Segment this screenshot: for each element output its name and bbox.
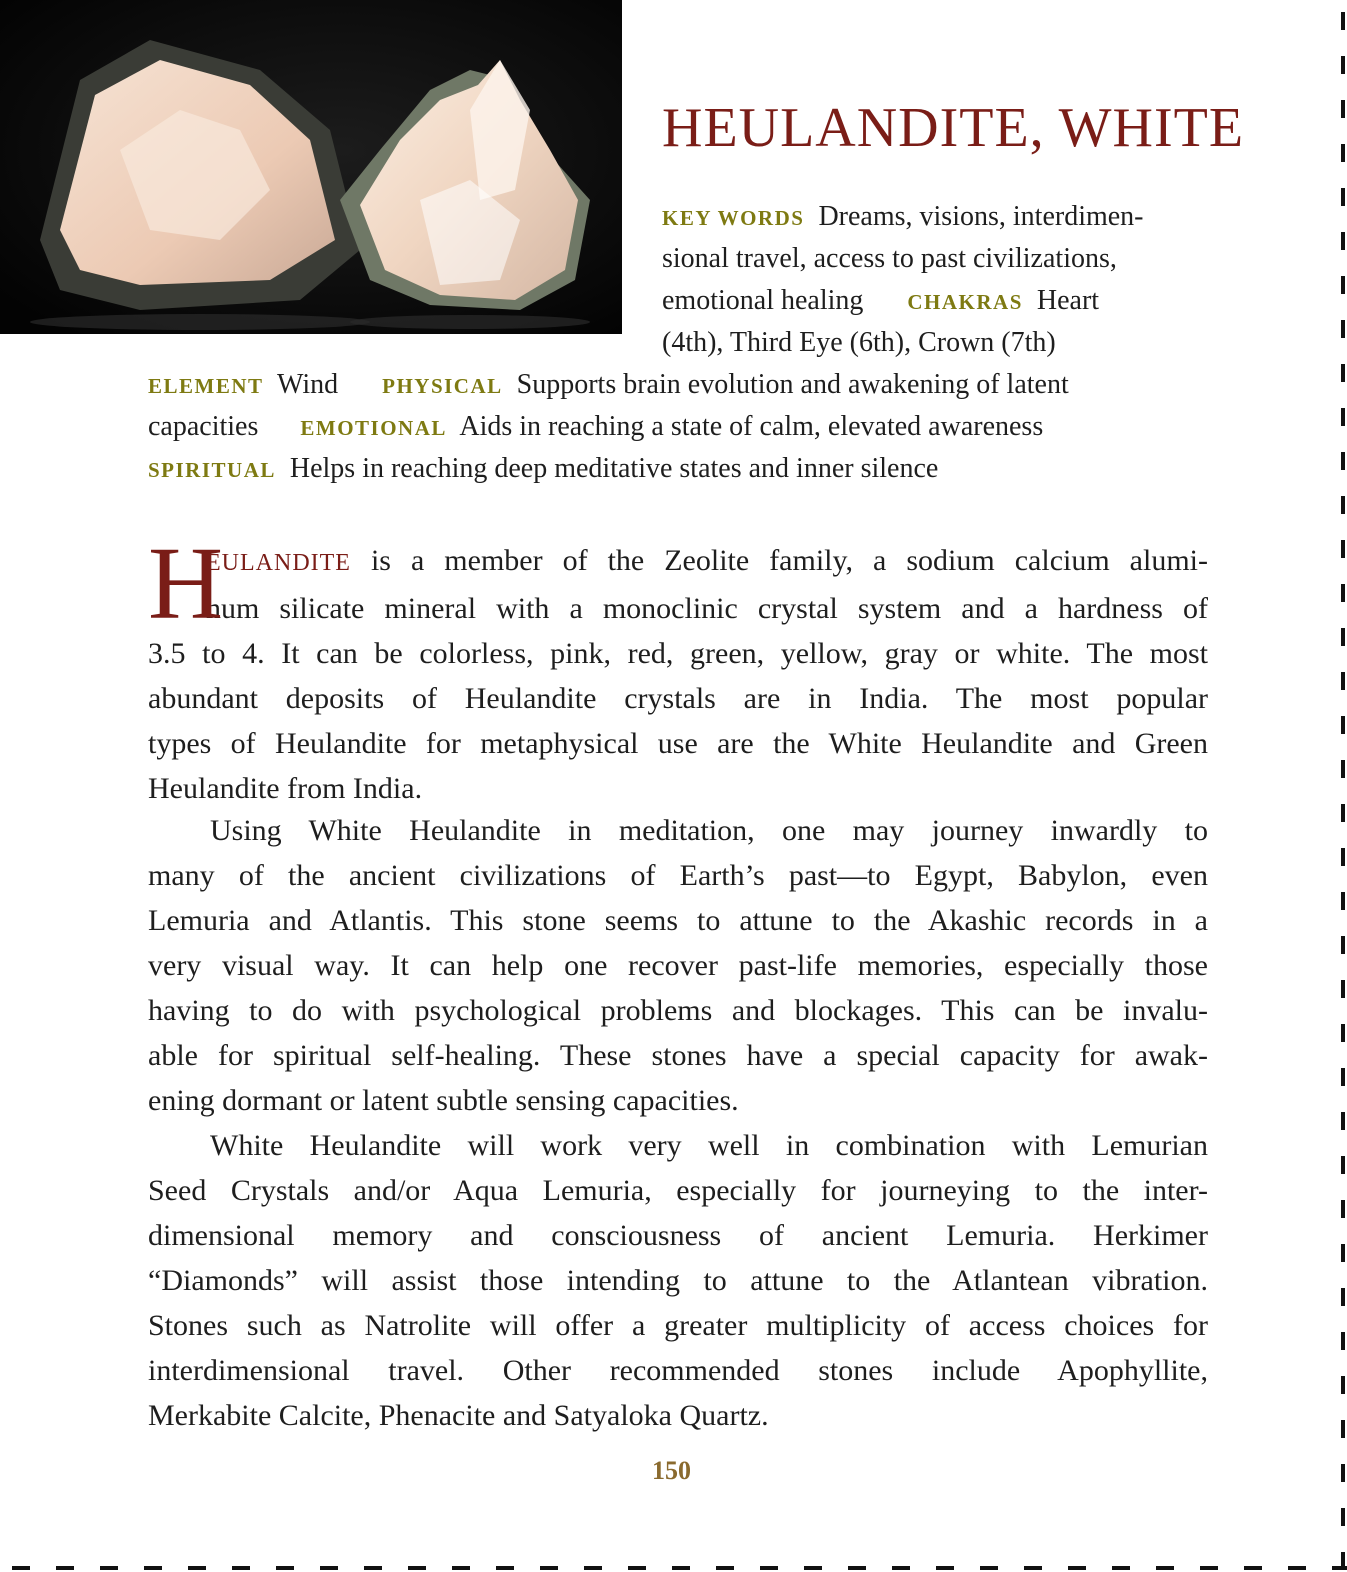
crop-mark — [1156, 1566, 1174, 1570]
crop-mark — [56, 1566, 74, 1570]
crop-mark — [1200, 1566, 1218, 1570]
crop-mark — [1341, 144, 1345, 162]
body-line — [148, 538, 1208, 586]
crop-mark — [188, 1566, 206, 1570]
emotional-label: EMOTIONAL — [300, 416, 447, 440]
body-line-text: is a member of the Zeolite family, a sodium calcium alumi- — [350, 544, 1208, 577]
crop-mark — [584, 1566, 602, 1570]
crop-mark — [1341, 540, 1345, 558]
body-line: Merkabite Calcite, Phenacite and Satyaloka Quartz. — [148, 1399, 769, 1432]
body-paragraph-1 — [148, 526, 1208, 811]
crop-mark — [1341, 276, 1345, 294]
key-words-line-1 — [662, 196, 1144, 239]
crop-mark — [892, 1566, 910, 1570]
crop-mark — [1341, 232, 1345, 250]
crop-mark — [1341, 1332, 1345, 1350]
crop-mark — [1341, 1376, 1345, 1394]
crop-mark — [1341, 980, 1345, 998]
body-line: dimensional memory and consciousness of ancient Lemuria. Herkimer — [148, 1219, 1208, 1252]
physical-label: PHYSICAL — [382, 374, 503, 398]
crop-mark — [1341, 188, 1345, 206]
physical-text-2: capacities — [148, 411, 259, 442]
body-line: many of the ancient civilizations of Earth’s past—to Egypt, Babylon, even — [148, 859, 1208, 892]
key-words-label: KEY WORDS — [662, 206, 805, 230]
crop-mark — [496, 1566, 514, 1570]
crop-mark — [1341, 452, 1345, 470]
crop-mark — [1341, 1508, 1345, 1526]
crop-mark — [848, 1566, 866, 1570]
drop-cap: H — [148, 526, 224, 641]
chakras-label: CHAKRAS — [907, 290, 1023, 314]
crop-mark — [232, 1566, 250, 1570]
crop-mark — [276, 1566, 294, 1570]
body-line: Heulandite from India. — [148, 772, 423, 805]
body-line: Stones such as Natrolite will offer a greater multiplicity of access choices for — [148, 1309, 1208, 1342]
crop-mark — [100, 1566, 118, 1570]
crop-mark — [540, 1566, 558, 1570]
chakras-line-2 — [662, 322, 1056, 364]
key-words-text-3: emotional healing — [662, 285, 864, 316]
crop-mark — [1341, 716, 1345, 734]
emotional-value: Aids in reaching a state of calm, elevated awareness — [459, 411, 1044, 442]
crop-mark — [320, 1566, 338, 1570]
crop-mark — [804, 1566, 822, 1570]
crop-mark — [364, 1566, 382, 1570]
crop-mark — [1341, 672, 1345, 690]
spiritual-label: SPIRITUAL — [148, 458, 276, 482]
key-words-text-1: Dreams, visions, interdimen- — [818, 201, 1144, 232]
spiritual-line — [148, 448, 938, 491]
crop-mark — [1341, 496, 1345, 514]
physical-text-1: Supports brain evolution and awakening of latent — [516, 369, 1069, 400]
crop-mark — [1341, 1112, 1345, 1130]
crop-mark — [1024, 1566, 1042, 1570]
crop-mark — [1341, 320, 1345, 338]
crop-mark — [1288, 1566, 1306, 1570]
crop-mark — [672, 1566, 690, 1570]
body-line: Lemuria and Atlantis. This stone seems to attune to the Akashic records in a — [148, 904, 1208, 937]
body-line: able for spiritual self-healing. These stones have a special capacity for awak- — [148, 1039, 1208, 1072]
right-crop-marks — [1339, 0, 1347, 1572]
crop-mark — [1341, 1420, 1345, 1438]
crop-mark — [1332, 1566, 1347, 1570]
crop-mark — [1341, 936, 1345, 954]
crop-mark — [1341, 56, 1345, 74]
crop-mark — [1341, 1068, 1345, 1086]
crop-mark — [1341, 1464, 1345, 1482]
crop-mark — [1341, 760, 1345, 778]
crystal-photo — [0, 0, 622, 334]
heulandite-crystal-image — [0, 0, 622, 334]
body-line: ening dormant or latent subtle sensing capacities. — [148, 1084, 739, 1117]
crop-mark — [1341, 628, 1345, 646]
page-number: 150 — [652, 1456, 691, 1485]
crop-mark — [1244, 1566, 1262, 1570]
crop-mark — [1341, 1288, 1345, 1306]
crop-mark — [1341, 848, 1345, 866]
crop-mark — [1112, 1566, 1130, 1570]
crop-mark — [12, 1566, 30, 1570]
crop-mark — [1341, 1024, 1345, 1042]
key-words-line-2 — [662, 238, 1117, 280]
crop-mark — [1341, 584, 1345, 602]
body-line: having to do with psychological problems and blockages. This can be invalu- — [148, 994, 1208, 1027]
element-label: ELEMENT — [148, 374, 264, 398]
chakras-text-1: Heart — [1036, 285, 1100, 316]
crop-mark — [1341, 1156, 1345, 1174]
body-line: 3.5 to 4. It can be colorless, pink, red, green, yellow, gray or white. The most — [148, 637, 1208, 670]
crop-mark — [760, 1566, 778, 1570]
body-line: White Heulandite will work very well in combination with Lemurian — [210, 1129, 1208, 1162]
bottom-crop-marks — [0, 1564, 1347, 1572]
element-value: Wind — [277, 369, 339, 400]
crop-mark — [936, 1566, 954, 1570]
crop-mark — [1341, 12, 1345, 30]
crop-mark — [1341, 1244, 1345, 1262]
crop-mark — [1341, 100, 1345, 118]
body-line: num silicate mineral with a monoclinic crystal system and a hardness of — [206, 592, 1208, 625]
crop-mark — [1068, 1566, 1086, 1570]
crop-mark — [1341, 364, 1345, 382]
crop-mark — [980, 1566, 998, 1570]
crop-mark — [1341, 408, 1345, 426]
crop-mark — [452, 1566, 470, 1570]
element-physical-line — [148, 364, 1069, 407]
lead-smallcaps: EULANDITE — [206, 550, 351, 576]
key-words-text-2: sional travel, access to past civilizations, — [662, 243, 1117, 274]
crop-mark — [1341, 1200, 1345, 1218]
body-line: very visual way. It can help one recover past-life memories, especially those — [148, 949, 1208, 982]
crop-mark — [408, 1566, 426, 1570]
body-paragraph-3 — [148, 1123, 1208, 1438]
body-line: types of Heulandite for metaphysical use are the White Heulandite and Green — [148, 727, 1208, 760]
physical-emotional-line — [148, 406, 1043, 449]
crop-mark — [1341, 804, 1345, 822]
chakras-text-2: (4th), Third Eye (6th), Crown (7th) — [662, 327, 1056, 358]
body-line: “Diamonds” will assist those intending to attune to the Atlantean vibration. — [148, 1264, 1208, 1297]
page-title: HEULANDITE, WHITE — [662, 97, 1245, 159]
crop-mark — [628, 1566, 646, 1570]
crop-mark — [1341, 892, 1345, 910]
crop-mark — [716, 1566, 734, 1570]
key-words-line-3 — [662, 280, 1099, 323]
body-line: abundant deposits of Heulandite crystals are in India. The most popular — [148, 682, 1208, 715]
body-line: interdimensional travel. Other recommended stones include Apophyllite, — [148, 1354, 1208, 1387]
crop-mark — [144, 1566, 162, 1570]
body-paragraph-2 — [148, 808, 1208, 1123]
body-line: Seed Crystals and/or Aqua Lemuria, especially for journeying to the inter- — [148, 1174, 1208, 1207]
spiritual-value: Helps in reaching deep meditative states and inner silence — [289, 453, 939, 484]
body-line: Using White Heulandite in meditation, one may journey inwardly to — [210, 814, 1208, 847]
